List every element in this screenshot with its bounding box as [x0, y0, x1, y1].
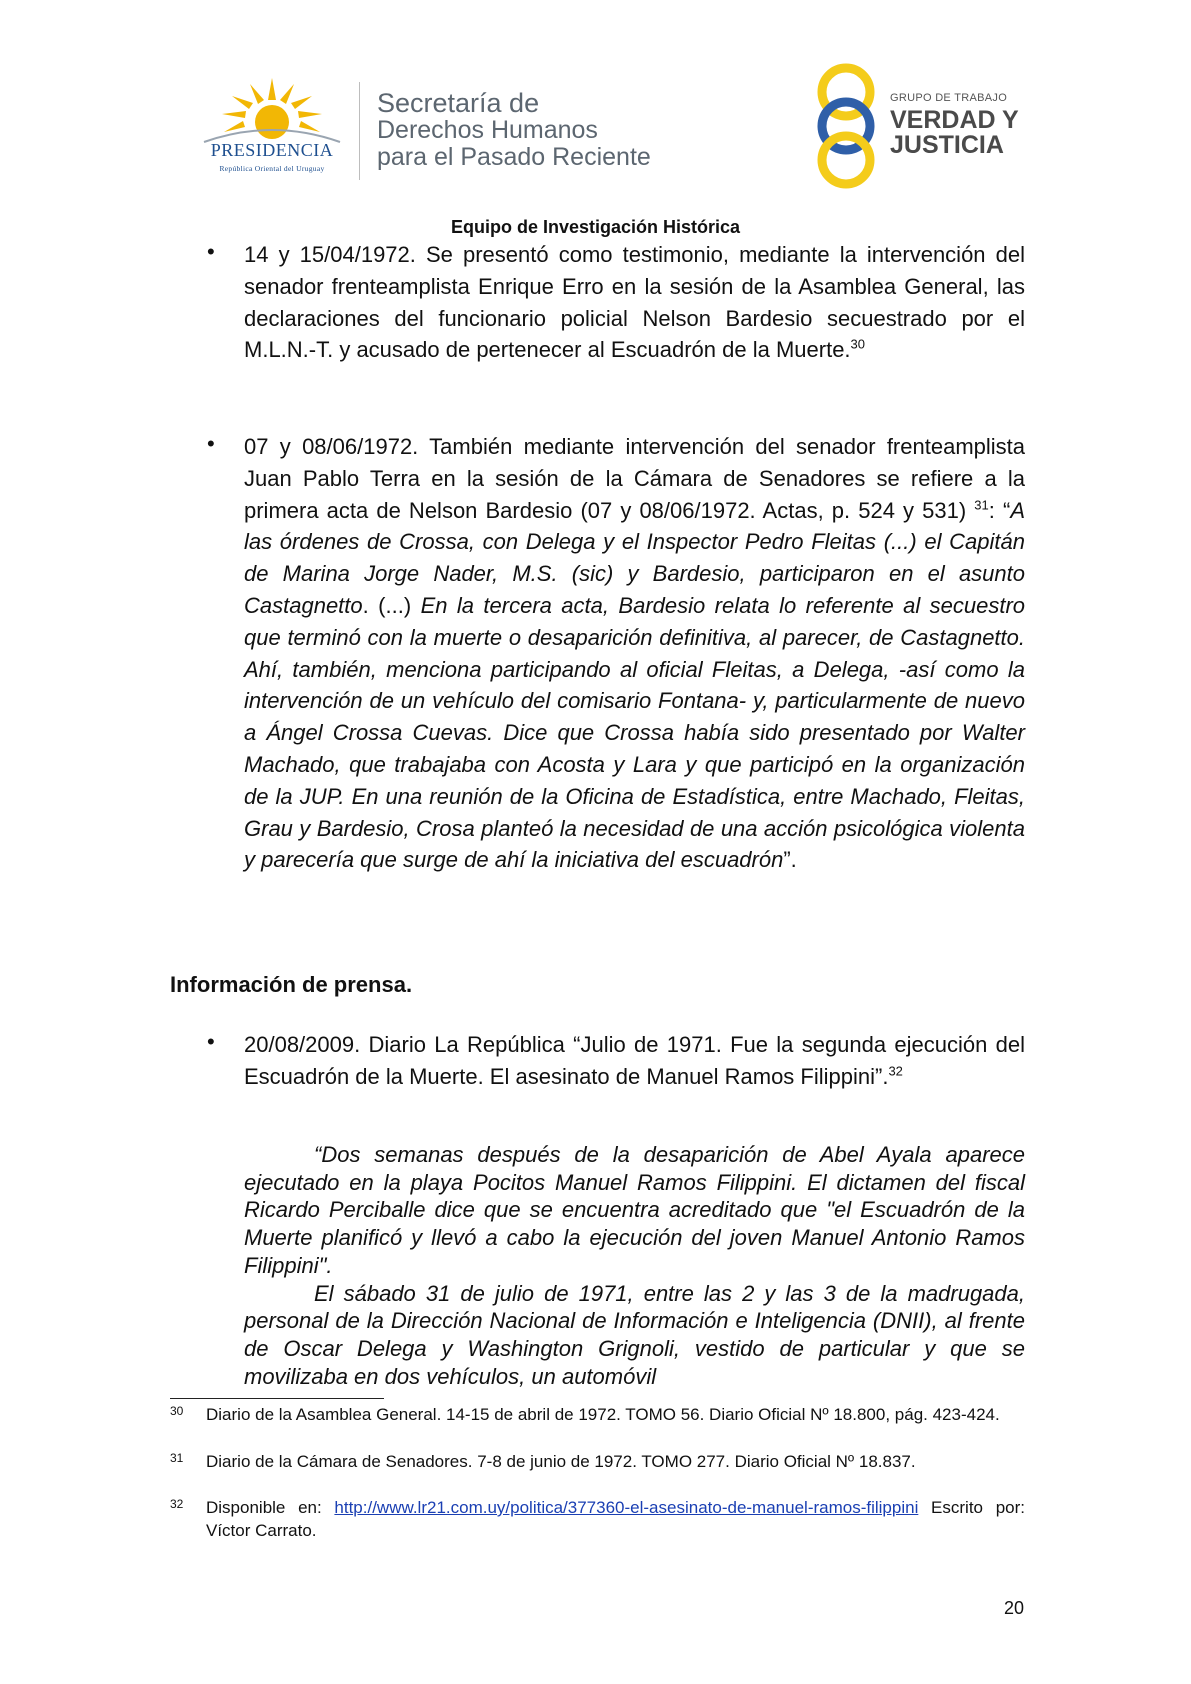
bullet-marker: •: [207, 1029, 215, 1054]
footnote-separator: [170, 1398, 384, 1399]
source-link[interactable]: http://www.lr21.com.uy/politica/377360-el-asesinato-de-manuel-ramos-filippini: [334, 1498, 919, 1517]
quote-text: En la tercera acta, Bardesio relata lo referente al secuestro que terminó con la muerte o desaparición definitiva, al parecer, de Castagnetto. Ahí, también, menciona participando al oficial Fleitas, a Delega, -así como la intervención de un vehículo del comisario Fontana- y, particularmente de nuevo a Ángel Crossa Cuevas. Dice que Crossa había sido presentado por Walter Machado, que trabajaba con Acosta y Lara y que participó en la organización de la JUP. En una reunión de la Oficina de Estadística, entre Machado, Fleitas, Grau y Bardesio, Crosa planteó la necesidad de una acción psicológica violenta y parecería que surge de ahí la iniciativa del escuadrón: [244, 592, 1025, 873]
secretaria-title: [377, 90, 651, 171]
verdad-justicia-logo: [812, 62, 1042, 190]
page-header: [0, 0, 1191, 210]
footnote-number: 31: [170, 1451, 184, 1465]
bullet-marker: •: [207, 239, 215, 264]
footnote-number: 30: [170, 1404, 184, 1418]
bullet-text: 20/08/2009. Diario La República “Julio de 1971. Fue la segunda ejecución del Escuadrón de la Muerte. El asesinato de Manuel Ramos Filippini”.: [244, 1032, 1025, 1089]
footnote-suffix: Escrito por: Víctor Carrato.: [206, 1498, 1025, 1540]
quote-close: ”.: [783, 847, 797, 873]
verdad-label: VERDAD Y: [890, 106, 1019, 134]
presidencia-subtitle: República Oriental del Uruguay: [219, 164, 325, 173]
quote-paragraph: El sábado 31 de julio de 1971, entre las 2 y las 3 de la madrugada, personal de la Dirección Nacional de Información e Inteligencia (DNII), al frente de Oscar Delega y Washington Grignoli, vestido de particular y que se movilizaba en dos vehículos, un automóvil: [244, 1280, 1025, 1389]
footnote-number: 32: [170, 1497, 184, 1511]
footnote-prefix: Disponible en:: [206, 1498, 335, 1517]
footnote-text: Diario de la Cámara de Senadores. 7-8 de junio de 1972. TOMO 277. Diario Oficial Nº 18.837.: [206, 1452, 916, 1471]
bullet-text: 07 y 08/06/1972. También mediante intervención del senador frenteamplista Juan Pablo Terra en la sesión de la Cámara de Senadores se refiere a la primera acta de Nelson Bardesio (07 y 08/06/1972. Actas, p. 524 y 531): [244, 434, 1025, 523]
footnote-text: Diario de la Asamblea General. 14-15 de abril de 1972. TOMO 56. Diario Oficial Nº 18.800, pág. 423-424.: [206, 1405, 1000, 1424]
interlocked-rings-icon: [812, 62, 892, 190]
sun-emblem-icon: [196, 78, 348, 148]
page-number: 20: [1004, 1598, 1025, 1618]
bullet-paragraph-2: [244, 431, 1025, 876]
quote-paragraph: “Dos semanas después de la desaparición de Abel Ayala aparece ejecutado en la playa Pocitos Manuel Ramos Filippini. El dictamen del fiscal Ricardo Perciballe dice que se encuentra acreditado que "el Escuadrón de la Muerte planificó y llevó a cabo la ejecución del joven Manuel Antonio Ramos Filippini".: [244, 1142, 1025, 1278]
bullet-marker: •: [207, 431, 215, 456]
footnote-ref: 30: [850, 337, 866, 353]
bullet-paragraph-1: [244, 239, 1025, 366]
press-quote: [244, 1141, 1025, 1390]
bullet-text: 14 y 15/04/1972. Se presentó como testimonio, mediante la intervención del senador frenteamplista Enrique Erro en la sesión de la Asamblea General, las declaraciones del funcionario policial Nelson Bardesio secuestrado por el M.L.N.-T. y acusado de pertenecer al Escuadrón de la Muerte.: [244, 242, 1025, 363]
section-heading: Información de prensa.: [170, 972, 413, 997]
secretaria-line3: para el Pasado Reciente: [377, 143, 651, 171]
secretaria-line2: Derechos Humanos: [377, 116, 598, 144]
bullet-paragraph-3: [244, 1029, 1025, 1093]
presidencia-logo: [196, 78, 348, 186]
justicia-label: JUSTICIA: [890, 131, 1004, 159]
team-title: Equipo de Investigación Histórica: [450, 217, 741, 237]
footnote-text: [206, 1496, 1025, 1542]
footnote-ref: 32: [888, 1063, 903, 1079]
presidencia-name: PRESIDENCIA: [210, 140, 334, 160]
header-divider: [359, 82, 360, 180]
quote-ellipsis: . (...): [362, 592, 412, 618]
quote-open: : “: [988, 497, 1011, 523]
quote-text: A las órdenes de Crossa, con Delega y el Inspector Pedro Fleitas (...) el Capitán de Marina Jorge Nader, M.S. (sic) y Bardesio, participaron en el asunto Castagnetto: [244, 497, 1025, 618]
grupo-trabajo-label: GRUPO DE TRABAJO: [890, 92, 1008, 104]
secretaria-line1: Secretaría de: [377, 88, 540, 118]
footnote-ref: 31: [974, 497, 989, 513]
